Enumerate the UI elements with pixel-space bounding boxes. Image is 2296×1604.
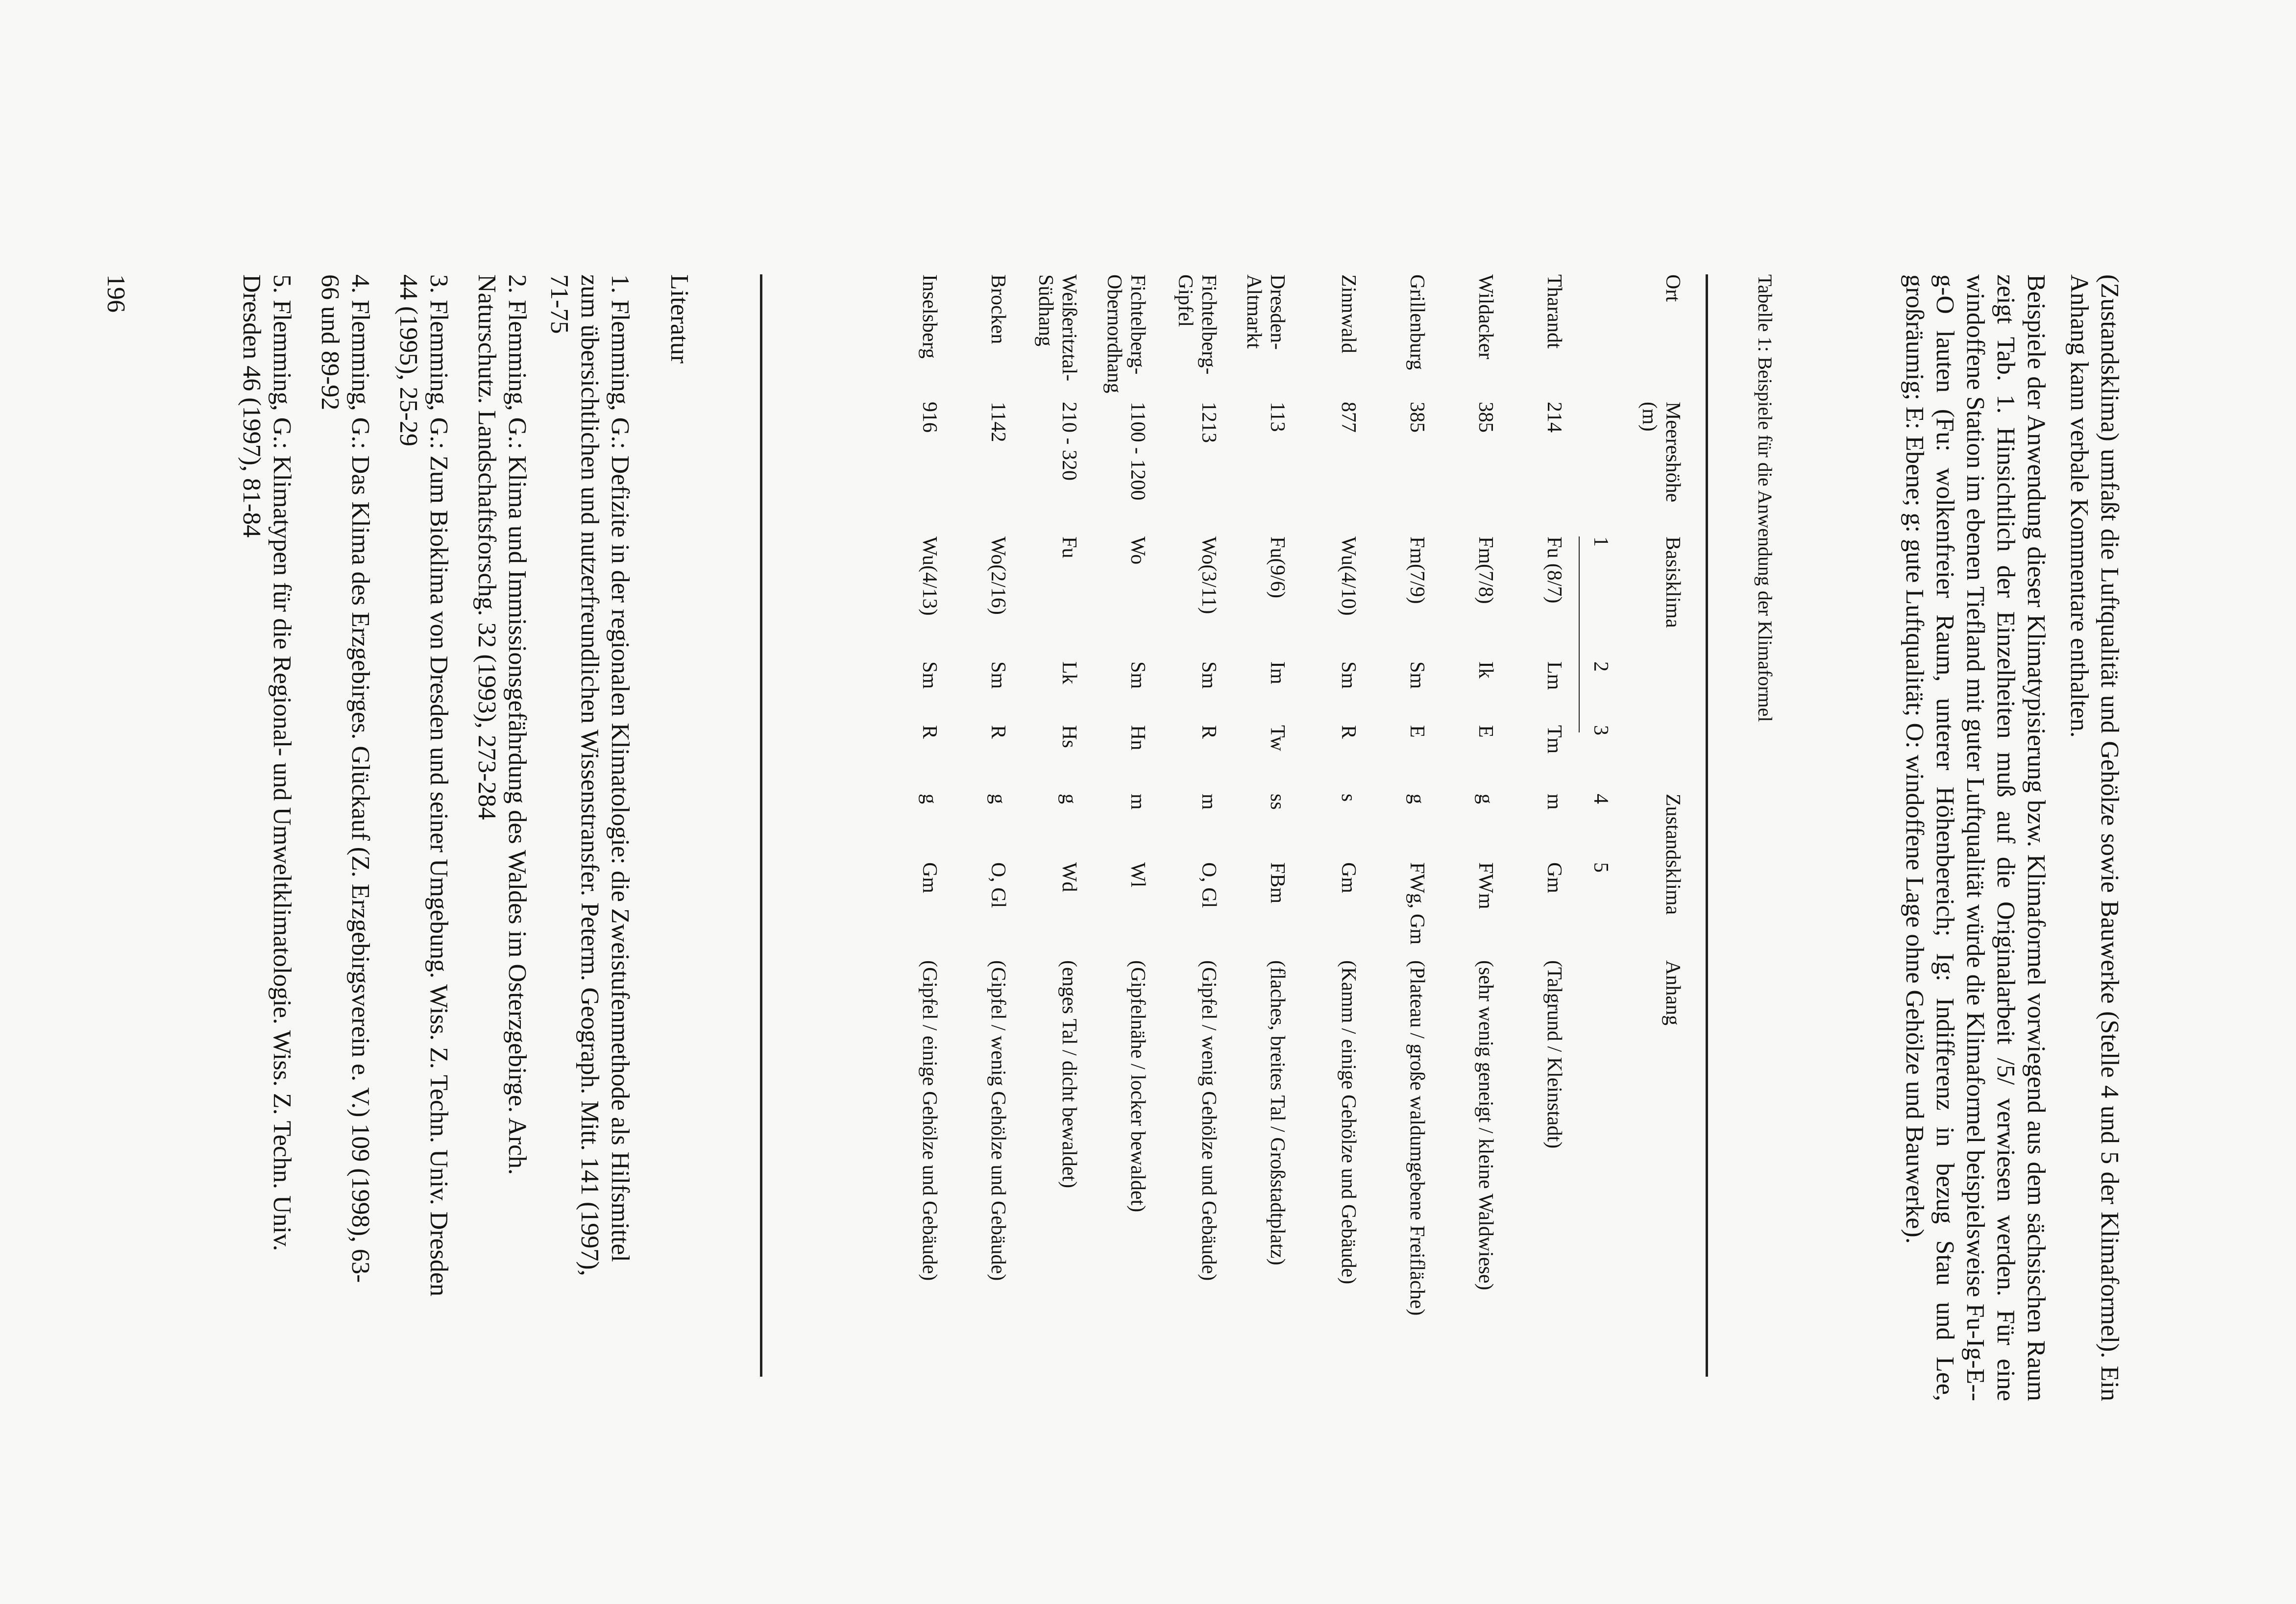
table-cell-c1: Fm(7/9) xyxy=(1406,536,1428,604)
table-cell-ort: Brocken xyxy=(987,274,1009,344)
table-cell-c3: Tw xyxy=(1266,725,1289,752)
table-cell-c3: E xyxy=(1474,725,1497,738)
header-hoehe: Meereshöhe (m) xyxy=(1638,402,1684,503)
table-cell-hoehe: 877 xyxy=(1337,402,1360,433)
table-cell-ort: Fichtelberg-Gipfel xyxy=(1174,274,1220,375)
reference-item: 2. Flemming, G.: Klima und Immissionsgefährdung des Waldes im Osterzgebirge. Arch. Naturschutz. Landschaftsforschg. 32 (1993), 273-284 xyxy=(473,274,531,1175)
table-cell-c4: m xyxy=(1543,794,1565,810)
col-number: 5 xyxy=(1589,862,1612,873)
reference-item: 5. Flemming, G.: Klimatypen für die Regional- und Umweltklimatologie. Wiss. Z. Techn. Univ. Dresden 46 (1997), 81-84 xyxy=(238,274,296,1251)
table-cell-anhang: (Gipfelnähe / locker bewaldet) xyxy=(1126,960,1149,1213)
table-cell-hoehe: 916 xyxy=(918,402,941,433)
table-cell-c1: Fm(7/8) xyxy=(1474,536,1497,604)
table-caption: Tabelle 1: Beispiele für die Anwendung der Klimaformel xyxy=(1754,274,1776,722)
col-number: 1 xyxy=(1589,536,1612,547)
table-cell-c4: g xyxy=(918,794,941,804)
table-cell-c2: Lm xyxy=(1543,661,1565,690)
table-cell-c2: Sm xyxy=(1126,661,1149,689)
table-cell-c1: Wu(4/13) xyxy=(918,536,941,616)
table-cell-c4: g xyxy=(1406,794,1428,804)
table-cell-c3: R xyxy=(987,725,1009,739)
table-header-sub-rule xyxy=(1579,536,1580,732)
table-cell-c5: O, Gl xyxy=(1197,862,1220,908)
table-cell-anhang: (Talgrund / Kleinstadt) xyxy=(1543,960,1565,1149)
table-cell-c5: Gm xyxy=(1337,862,1360,893)
table-cell-c4: g xyxy=(987,794,1009,804)
table-cell-c3: Hs xyxy=(1058,725,1080,748)
reference-item: 4. Flemming, G.: Das Klima des Erzgebirges. Glückauf (Z. Erzgebirgsverein e. V.) 109 (1998), 63-66 und 89-92 xyxy=(316,274,374,1283)
table-cell-hoehe: 1142 xyxy=(987,402,1009,442)
table-cell-hoehe: 210 - 320 xyxy=(1058,402,1080,481)
table-cell-c5: FBm xyxy=(1266,862,1289,904)
table-cell-c1: Fu(9/6) xyxy=(1266,536,1289,598)
table-cell-c3: R xyxy=(1197,725,1220,739)
table-cell-hoehe: 385 xyxy=(1406,402,1428,433)
table-cell-c2: Sm xyxy=(1337,661,1360,689)
table-cell-ort: Tharandt xyxy=(1543,274,1565,349)
col-number: 2 xyxy=(1589,661,1612,672)
table-cell-hoehe: 1213 xyxy=(1197,402,1220,443)
table-cell-c3: R xyxy=(1337,725,1360,739)
table-cell-c2: Lk xyxy=(1058,661,1080,684)
table-top-rule xyxy=(1706,274,1708,1377)
table-cell-c3: E xyxy=(1406,725,1428,738)
table-cell-c5: Gm xyxy=(918,862,941,893)
table-cell-ort: Fichtelberg-Obernordhang xyxy=(1103,274,1149,393)
table-cell-c2: Sm xyxy=(1406,661,1428,689)
table-cell-c5: FWm xyxy=(1474,862,1497,909)
table-cell-anhang: (Gipfel / wenig Gehölze und Gebäude) xyxy=(987,960,1009,1281)
table-cell-anhang: (Gipfel / einige Gehölze und Gebäude) xyxy=(918,960,941,1281)
table-cell-c3: Tm xyxy=(1543,725,1565,754)
reference-item: 1. Flemming, G.: Defizite in der regionalen Klimatologie: die Zweistufenmethode als Hilfsmittel zum übersichtlichen und nutzerfreundlichen Wissenstransfer. Peterm. Geograph. Mitt. 141 (1997), 71-75 xyxy=(545,274,634,1276)
table-cell-anhang: (enges Tal / dicht bewaldet) xyxy=(1058,960,1080,1189)
table-cell-c5: Gm xyxy=(1543,862,1565,893)
table-cell-c4: g xyxy=(1058,794,1080,804)
table-cell-c4: g xyxy=(1474,794,1497,804)
table-cell-c1: Wo xyxy=(1126,536,1149,565)
table-cell-ort: Grillenburg xyxy=(1406,274,1428,370)
table-cell-ort: Dresden-Altmarkt xyxy=(1243,274,1289,350)
table-cell-ort: Inselsberg xyxy=(918,274,941,359)
table-cell-c4: m xyxy=(1197,794,1220,810)
table-cell-c1: Wo(2/16) xyxy=(987,536,1009,615)
table-cell-c2: Ik xyxy=(1474,661,1497,679)
col-number: 3 xyxy=(1589,725,1612,735)
table-cell-ort: Wildacker xyxy=(1474,274,1497,360)
table-cell-ort: Weißeritztal-Südhang xyxy=(1034,274,1080,382)
table-cell-c4: s xyxy=(1337,794,1360,802)
table-cell-c4: ss xyxy=(1266,794,1289,810)
table-cell-anhang: (flaches, breites Tal / Großstadtplatz) xyxy=(1266,960,1289,1265)
table-cell-hoehe: 214 xyxy=(1543,402,1565,433)
header-zustandsklima: Zustandsklima xyxy=(1661,794,1684,915)
table-cell-ort: Zinnwald xyxy=(1337,274,1360,353)
table-cell-c2: Sm xyxy=(987,661,1009,689)
intro-paragraph-2: Beispiele der Anwendung dieser Klimatypisierung bzw. Klimaformel vorwiegend aus dem sächsischen Raum zeigt Tab. 1. Hinsichtlich der Einzelheiten muß auf die Originalarbeit /5/ verwiesen werden. Für eine windoffene Station im ebenen Tiefland mit guter Luftqualität würde die Klimaformel beispielsweise Fu-Ig-E--g-O lauten (Fu: wolkenfreier Raum, unterer Höhenbereich; Ig: Indifferenz in bezug Stau und Lee, großräumig; E: Ebene; g: gute Luftqualität; O: windoffene Lage ohne Gehölze und Bauwerke). xyxy=(1901,274,2050,1401)
header-ort: Ort xyxy=(1661,274,1684,302)
table-cell-c1: Fu (8/7) xyxy=(1543,536,1565,604)
table-cell-c2: Sm xyxy=(1197,661,1220,689)
table-cell-c4: m xyxy=(1126,794,1149,810)
intro-paragraph-1: (Zustandsklima) umfaßt die Luftqualität und Gehölze sowie Bauwerke (Stelle 4 und 5 der Klimaformel). Ein Anhang kann verbale Kommentare enthalten. xyxy=(2065,274,2124,1401)
table-cell-hoehe: 113 xyxy=(1266,402,1289,432)
table-cell-c1: Wu(4/10) xyxy=(1337,536,1360,616)
table-cell-anhang: (Gipfel / wenig Gehölze und Gebäude) xyxy=(1197,960,1220,1281)
page-number: 196 xyxy=(102,274,130,313)
table-cell-anhang: (Kamm / einige Gehölze und Gebäude) xyxy=(1337,960,1360,1285)
table-cell-c1: Wo(3/11) xyxy=(1197,536,1220,614)
col-number: 4 xyxy=(1589,794,1612,804)
table-cell-c3: R xyxy=(918,725,941,739)
table-cell-c3: Hn xyxy=(1126,725,1149,751)
table-cell-c1: Fu xyxy=(1058,536,1080,559)
table-cell-anhang: (Plateau / große waldumgebene Freifläche) xyxy=(1406,960,1428,1316)
table-cell-anhang: (sehr wenig geneigt / kleine Waldwiese) xyxy=(1474,960,1497,1290)
table-cell-hoehe: 385 xyxy=(1474,402,1497,433)
table-cell-c5: O, Gl xyxy=(987,862,1009,908)
header-basisklima: Basisklima xyxy=(1661,536,1684,628)
table-cell-hoehe: 1100 - 1200 xyxy=(1126,402,1149,501)
reference-item: 3. Flemming, G.: Zum Bioklima von Dresden und seiner Umgebung. Wiss. Z. Techn. Univ. Dresden 44 (1995), 25-29 xyxy=(394,274,453,1297)
table-cell-c2: Sm xyxy=(918,661,941,689)
table-cell-c5: Wd xyxy=(1058,862,1080,892)
literatur-heading: Literatur xyxy=(665,274,693,364)
table-bottom-rule xyxy=(760,274,762,1377)
table-cell-c5: Wl xyxy=(1126,862,1149,888)
header-anhang: Anhang xyxy=(1661,960,1684,1025)
table-cell-c5: FWg, Gm xyxy=(1406,862,1428,945)
table-cell-c2: Im xyxy=(1266,661,1289,684)
